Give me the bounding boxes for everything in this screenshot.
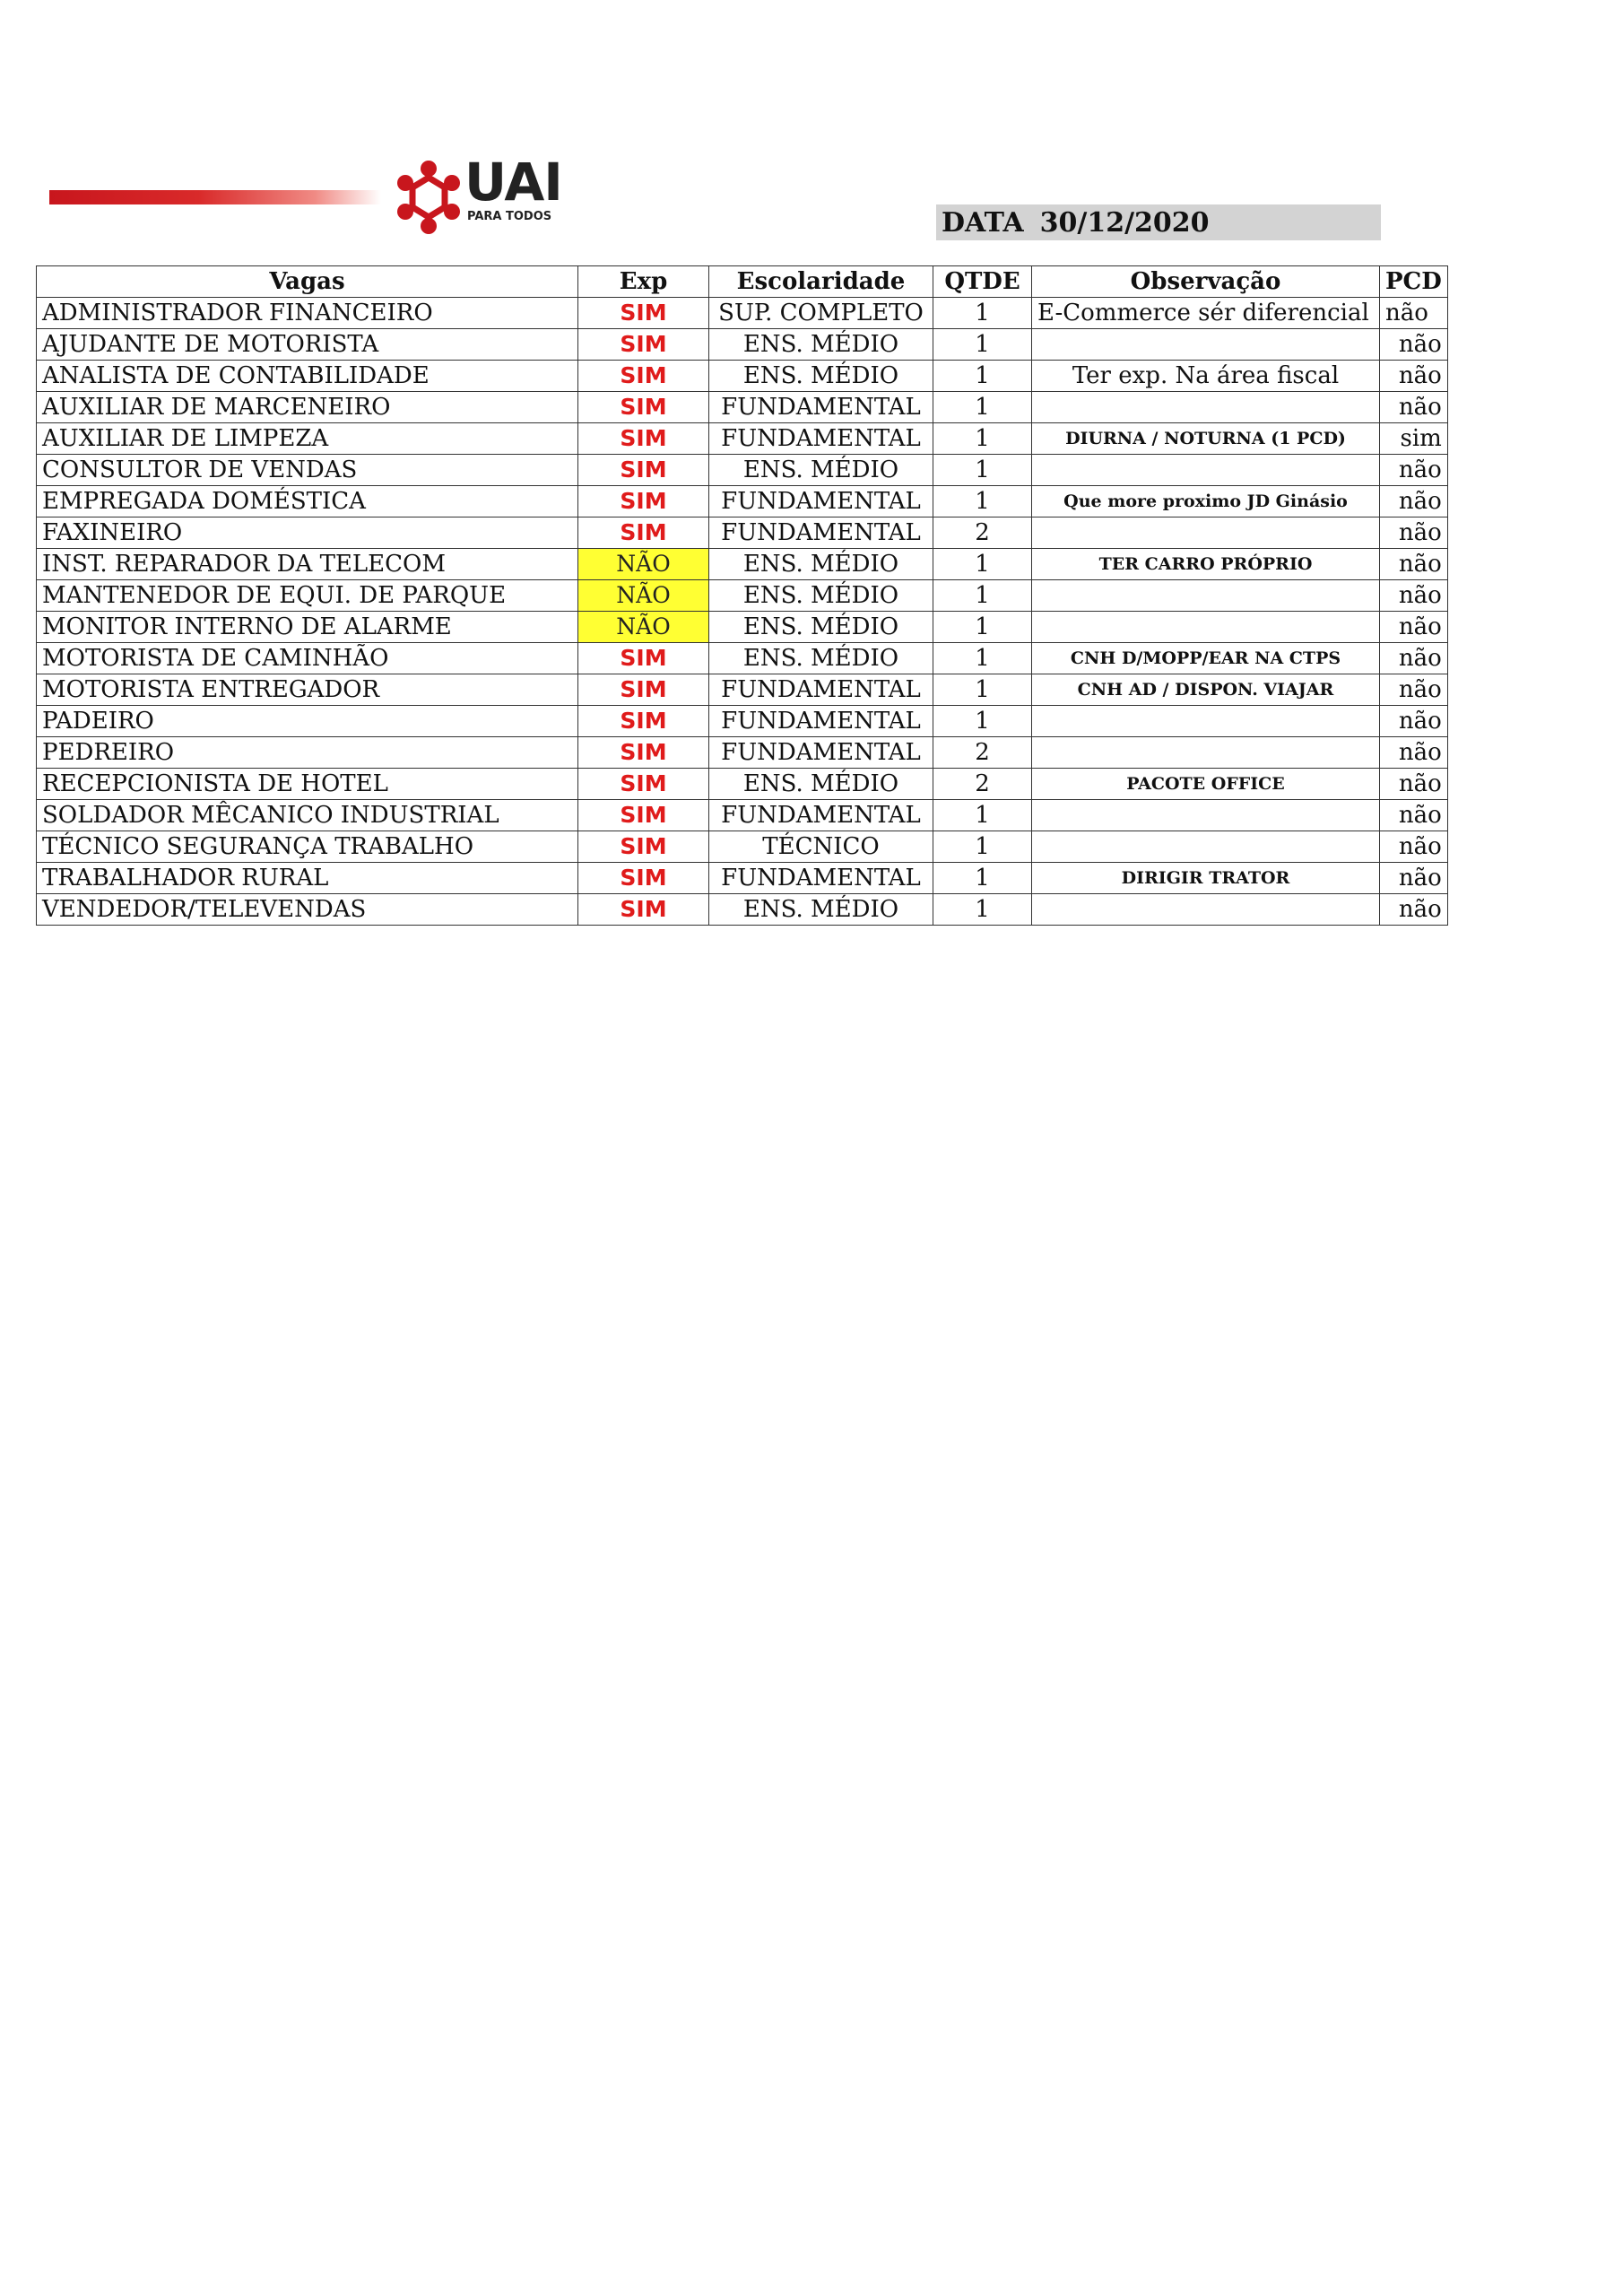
escolaridade-cell: ENS. MÉDIO bbox=[709, 894, 933, 926]
pcd-cell: não bbox=[1380, 800, 1448, 831]
exp-cell: SIM bbox=[578, 894, 709, 926]
observacao-cell bbox=[1032, 517, 1380, 549]
pcd-cell: não bbox=[1380, 831, 1448, 863]
header-pcd: PCD bbox=[1380, 266, 1448, 298]
qtde-cell: 2 bbox=[933, 517, 1032, 549]
table-row bbox=[37, 674, 1448, 706]
observacao-cell: E-Commerce sér diferencial bbox=[1032, 298, 1380, 329]
vaga-cell: AUXILIAR DE MARCENEIRO bbox=[37, 392, 578, 423]
date-box bbox=[936, 204, 1381, 240]
exp-cell: SIM bbox=[578, 831, 709, 863]
pcd-cell: não bbox=[1380, 298, 1448, 329]
observacao-cell: DIRIGIR TRATOR bbox=[1032, 863, 1380, 894]
vaga-cell: FAXINEIRO bbox=[37, 517, 578, 549]
escolaridade-cell: FUNDAMENTAL bbox=[709, 674, 933, 706]
logo-title: UAI bbox=[464, 152, 562, 213]
vaga-cell: MANTENEDOR DE EQUI. DE PARQUE bbox=[37, 580, 578, 612]
date-value: 30/12/2020 bbox=[1039, 207, 1210, 239]
vaga-cell: INST. REPARADOR DA TELECOM bbox=[37, 549, 578, 580]
vaga-cell: PEDREIRO bbox=[37, 737, 578, 769]
exp-cell: SIM bbox=[578, 737, 709, 769]
table-row bbox=[37, 455, 1448, 486]
vaga-cell: MONITOR INTERNO DE ALARME bbox=[37, 612, 578, 643]
exp-cell: SIM bbox=[578, 455, 709, 486]
escolaridade-cell: TÉCNICO bbox=[709, 831, 933, 863]
pcd-cell: não bbox=[1380, 392, 1448, 423]
exp-cell: SIM bbox=[578, 329, 709, 361]
escolaridade-cell: FUNDAMENTAL bbox=[709, 706, 933, 737]
qtde-cell: 1 bbox=[933, 674, 1032, 706]
observacao-cell: TER CARRO PRÓPRIO bbox=[1032, 549, 1380, 580]
escolaridade-cell: ENS. MÉDIO bbox=[709, 580, 933, 612]
observacao-cell: CNH AD / DISPON. VIAJAR bbox=[1032, 674, 1380, 706]
vaga-cell: VENDEDOR/TELEVENDAS bbox=[37, 894, 578, 926]
table-row bbox=[37, 831, 1448, 863]
vaga-cell: TRABALHADOR RURAL bbox=[37, 863, 578, 894]
vaga-cell: AUXILIAR DE LIMPEZA bbox=[37, 423, 578, 455]
vaga-cell: CONSULTOR DE VENDAS bbox=[37, 455, 578, 486]
observacao-cell: DIURNA / NOTURNA (1 PCD) bbox=[1032, 423, 1380, 455]
pcd-cell: não bbox=[1380, 580, 1448, 612]
escolaridade-cell: ENS. MÉDIO bbox=[709, 643, 933, 674]
header-vagas: Vagas bbox=[37, 266, 578, 298]
exp-cell: NÃO bbox=[578, 549, 709, 580]
pcd-cell: não bbox=[1380, 863, 1448, 894]
table-row bbox=[37, 800, 1448, 831]
escolaridade-cell: FUNDAMENTAL bbox=[709, 423, 933, 455]
exp-cell: SIM bbox=[578, 517, 709, 549]
escolaridade-cell: FUNDAMENTAL bbox=[709, 392, 933, 423]
escolaridade-cell: FUNDAMENTAL bbox=[709, 737, 933, 769]
escolaridade-cell: ENS. MÉDIO bbox=[709, 329, 933, 361]
qtde-cell: 1 bbox=[933, 423, 1032, 455]
table-row bbox=[37, 361, 1448, 392]
qtde-cell: 1 bbox=[933, 549, 1032, 580]
exp-cell: SIM bbox=[578, 486, 709, 517]
qtde-cell: 1 bbox=[933, 329, 1032, 361]
pcd-cell: não bbox=[1380, 674, 1448, 706]
pcd-cell: não bbox=[1380, 329, 1448, 361]
observacao-cell: Que more proximo JD Ginásio bbox=[1032, 486, 1380, 517]
escolaridade-cell: ENS. MÉDIO bbox=[709, 455, 933, 486]
observacao-cell bbox=[1032, 580, 1380, 612]
exp-cell: SIM bbox=[578, 392, 709, 423]
header-red-stripe bbox=[49, 190, 381, 204]
exp-cell: SIM bbox=[578, 361, 709, 392]
exp-cell: SIM bbox=[578, 674, 709, 706]
escolaridade-cell: FUNDAMENTAL bbox=[709, 800, 933, 831]
exp-cell: NÃO bbox=[578, 612, 709, 643]
escolaridade-cell: ENS. MÉDIO bbox=[709, 361, 933, 392]
exp-cell: SIM bbox=[578, 800, 709, 831]
exp-cell: SIM bbox=[578, 423, 709, 455]
qtde-cell: 1 bbox=[933, 392, 1032, 423]
observacao-cell bbox=[1032, 831, 1380, 863]
pcd-cell: não bbox=[1380, 549, 1448, 580]
escolaridade-cell: ENS. MÉDIO bbox=[709, 549, 933, 580]
table-row bbox=[37, 769, 1448, 800]
exp-cell: NÃO bbox=[578, 580, 709, 612]
qtde-cell: 1 bbox=[933, 455, 1032, 486]
table-row bbox=[37, 423, 1448, 455]
exp-cell: SIM bbox=[578, 863, 709, 894]
pcd-cell: não bbox=[1380, 737, 1448, 769]
vaga-cell: PADEIRO bbox=[37, 706, 578, 737]
pcd-cell: não bbox=[1380, 361, 1448, 392]
jobs-table bbox=[36, 265, 1448, 926]
qtde-cell: 1 bbox=[933, 863, 1032, 894]
pcd-cell: não bbox=[1380, 706, 1448, 737]
table-row bbox=[37, 612, 1448, 643]
escolaridade-cell: ENS. MÉDIO bbox=[709, 612, 933, 643]
header-escolaridade: Escolaridade bbox=[709, 266, 933, 298]
table-row bbox=[37, 737, 1448, 769]
table-row bbox=[37, 706, 1448, 737]
observacao-cell: Ter exp. Na área fiscal bbox=[1032, 361, 1380, 392]
qtde-cell: 1 bbox=[933, 831, 1032, 863]
pcd-cell: não bbox=[1380, 455, 1448, 486]
table-row bbox=[37, 298, 1448, 329]
observacao-cell bbox=[1032, 737, 1380, 769]
table-row bbox=[37, 486, 1448, 517]
table-row bbox=[37, 894, 1448, 926]
table-row bbox=[37, 863, 1448, 894]
escolaridade-cell: ENS. MÉDIO bbox=[709, 769, 933, 800]
vaga-cell: ANALISTA DE CONTABILIDADE bbox=[37, 361, 578, 392]
uai-logo bbox=[393, 154, 563, 239]
qtde-cell: 1 bbox=[933, 643, 1032, 674]
header-observacao: Observação bbox=[1032, 266, 1380, 298]
qtde-cell: 1 bbox=[933, 894, 1032, 926]
table-row bbox=[37, 580, 1448, 612]
vaga-cell: TÉCNICO SEGURANÇA TRABALHO bbox=[37, 831, 578, 863]
qtde-cell: 1 bbox=[933, 298, 1032, 329]
observacao-cell bbox=[1032, 706, 1380, 737]
uai-logo-icon bbox=[393, 158, 464, 237]
observacao-cell bbox=[1032, 612, 1380, 643]
exp-cell: SIM bbox=[578, 706, 709, 737]
observacao-cell: CNH D/MOPP/EAR NA CTPS bbox=[1032, 643, 1380, 674]
table-row bbox=[37, 392, 1448, 423]
vaga-cell: RECEPCIONISTA DE HOTEL bbox=[37, 769, 578, 800]
table-row bbox=[37, 517, 1448, 549]
observacao-cell bbox=[1032, 455, 1380, 486]
vaga-cell: AJUDANTE DE MOTORISTA bbox=[37, 329, 578, 361]
exp-cell: SIM bbox=[578, 298, 709, 329]
qtde-cell: 2 bbox=[933, 769, 1032, 800]
observacao-cell bbox=[1032, 329, 1380, 361]
observacao-cell bbox=[1032, 800, 1380, 831]
table-row bbox=[37, 329, 1448, 361]
exp-cell: SIM bbox=[578, 769, 709, 800]
escolaridade-cell: FUNDAMENTAL bbox=[709, 517, 933, 549]
escolaridade-cell: SUP. COMPLETO bbox=[709, 298, 933, 329]
escolaridade-cell: FUNDAMENTAL bbox=[709, 486, 933, 517]
vaga-cell: MOTORISTA ENTREGADOR bbox=[37, 674, 578, 706]
header-qtde: QTDE bbox=[933, 266, 1032, 298]
observacao-cell bbox=[1032, 894, 1380, 926]
observacao-cell bbox=[1032, 392, 1380, 423]
pcd-cell: não bbox=[1380, 894, 1448, 926]
exp-cell: SIM bbox=[578, 643, 709, 674]
pcd-cell: não bbox=[1380, 612, 1448, 643]
vaga-cell: ADMINISTRADOR FINANCEIRO bbox=[37, 298, 578, 329]
qtde-cell: 1 bbox=[933, 800, 1032, 831]
header-exp: Exp bbox=[578, 266, 709, 298]
pcd-cell: não bbox=[1380, 517, 1448, 549]
qtde-cell: 1 bbox=[933, 612, 1032, 643]
logo-subtitle: PARA TODOS bbox=[467, 210, 552, 223]
qtde-cell: 1 bbox=[933, 361, 1032, 392]
qtde-cell: 2 bbox=[933, 737, 1032, 769]
qtde-cell: 1 bbox=[933, 486, 1032, 517]
table-header-row bbox=[37, 266, 1448, 298]
qtde-cell: 1 bbox=[933, 706, 1032, 737]
vaga-cell: SOLDADOR MÊCANICO INDUSTRIAL bbox=[37, 800, 578, 831]
pcd-cell: sim bbox=[1380, 423, 1448, 455]
vaga-cell: MOTORISTA DE CAMINHÃO bbox=[37, 643, 578, 674]
table-row bbox=[37, 549, 1448, 580]
pcd-cell: não bbox=[1380, 486, 1448, 517]
date-label: DATA bbox=[942, 207, 1024, 239]
table-row bbox=[37, 643, 1448, 674]
vaga-cell: EMPREGADA DOMÉSTICA bbox=[37, 486, 578, 517]
pcd-cell: não bbox=[1380, 643, 1448, 674]
pcd-cell: não bbox=[1380, 769, 1448, 800]
observacao-cell: PACOTE OFFICE bbox=[1032, 769, 1380, 800]
escolaridade-cell: FUNDAMENTAL bbox=[709, 863, 933, 894]
qtde-cell: 1 bbox=[933, 580, 1032, 612]
